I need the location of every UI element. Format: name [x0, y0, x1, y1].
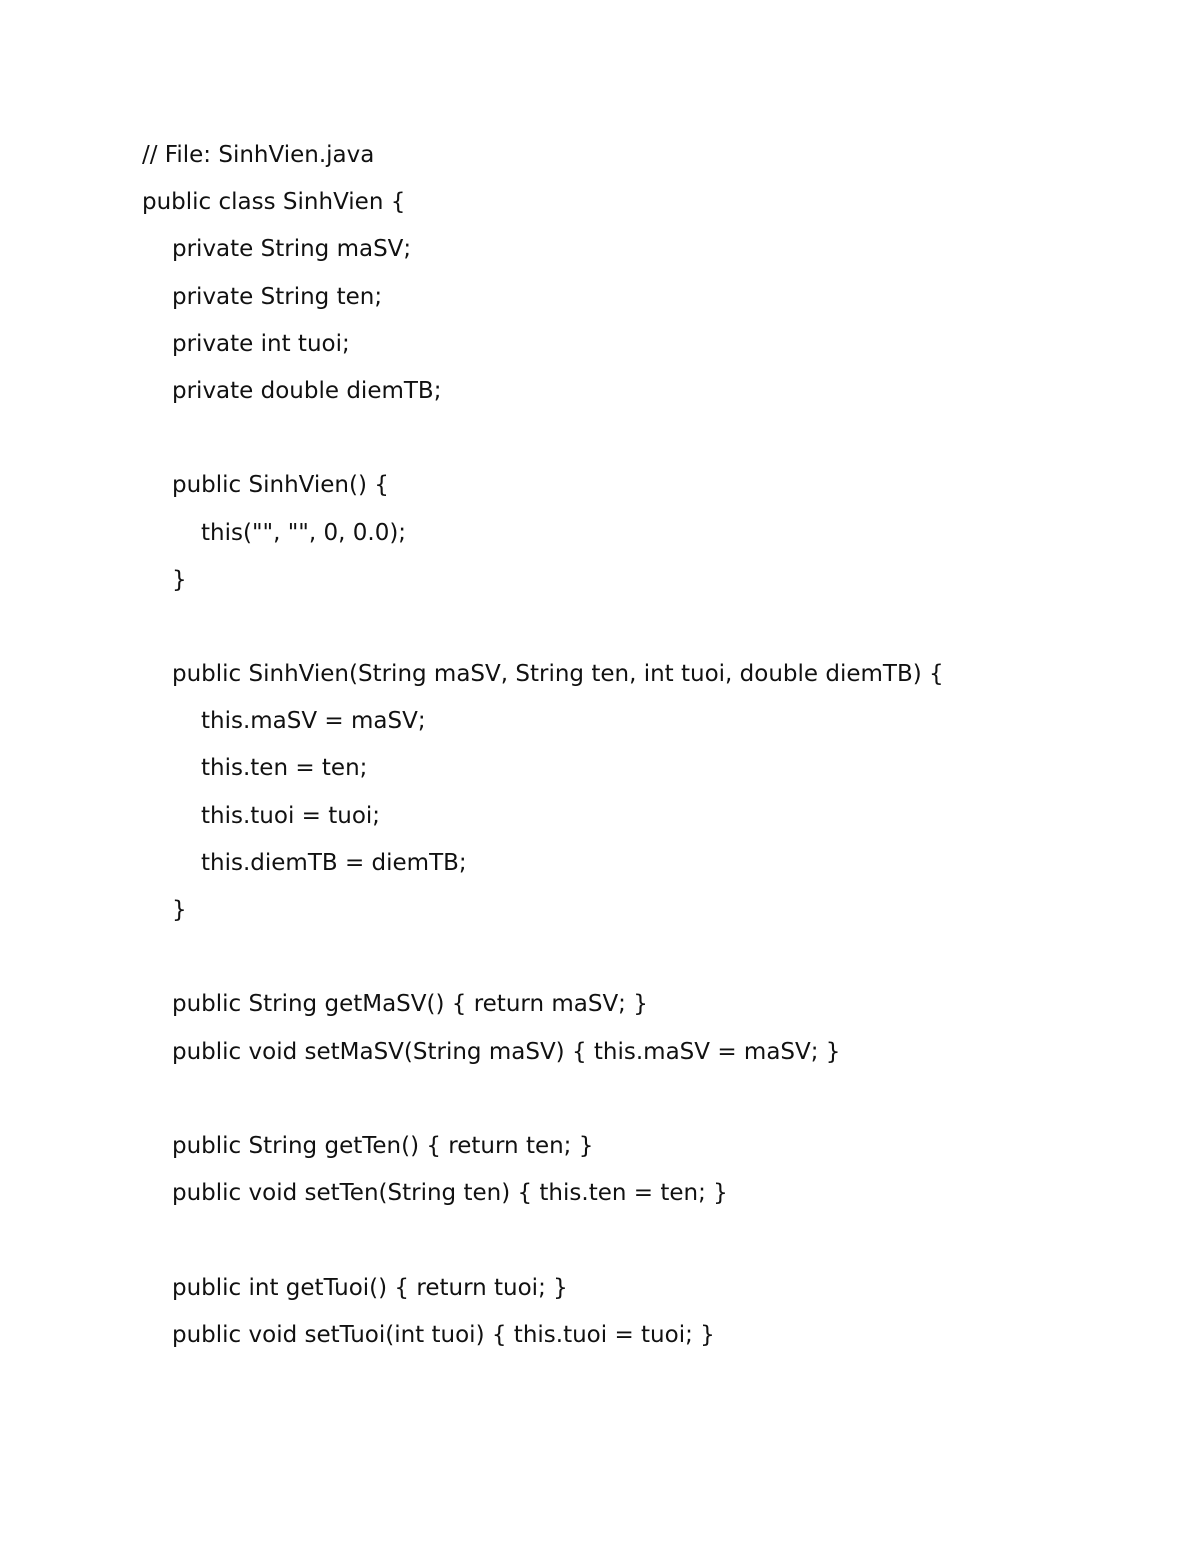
code-line: public class SinhVien {: [142, 189, 406, 216]
code-line: this.tuoi = tuoi;: [201, 802, 381, 829]
code-line: private double diemTB;: [172, 377, 442, 404]
code-line: }: [172, 897, 187, 923]
code-line: this.diemTB = diemTB;: [201, 849, 467, 876]
code-line: public SinhVien() {: [172, 472, 389, 499]
code-line: public void setTen(String ten) { this.ten = ten; }: [172, 1180, 728, 1207]
blank-line: [142, 1223, 1142, 1270]
code-line: public void setTuoi(int tuoi) { this.tuoi = tuoi; }: [172, 1321, 715, 1348]
code-line: public SinhVien(String maSV, String ten, int tuoi, double diemTB) {: [172, 661, 944, 688]
code-line: private String maSV;: [172, 236, 412, 263]
code-line: // File: SinhVien.java: [142, 142, 375, 168]
code-line: private String ten;: [172, 283, 383, 310]
code-line: this.ten = ten;: [201, 755, 368, 782]
blank-line: [142, 421, 1142, 468]
code-line: private int tuoi;: [172, 330, 350, 357]
code-line: this.maSV = maSV;: [201, 708, 426, 735]
blank-line: [142, 610, 1142, 657]
code-line: public String getMaSV() { return maSV; }: [172, 991, 648, 1018]
blank-line: [142, 940, 1142, 987]
code-line: public void setMaSV(String maSV) { this.maSV = maSV; }: [172, 1038, 841, 1065]
code-line: public int getTuoi() { return tuoi; }: [172, 1274, 568, 1301]
code-line: public String getTen() { return ten; }: [172, 1132, 594, 1159]
code-block: [142, 138, 1142, 1365]
code-line: this("", "", 0, 0.0);: [201, 519, 407, 546]
code-line: }: [172, 566, 187, 593]
blank-line: [142, 1082, 1142, 1129]
